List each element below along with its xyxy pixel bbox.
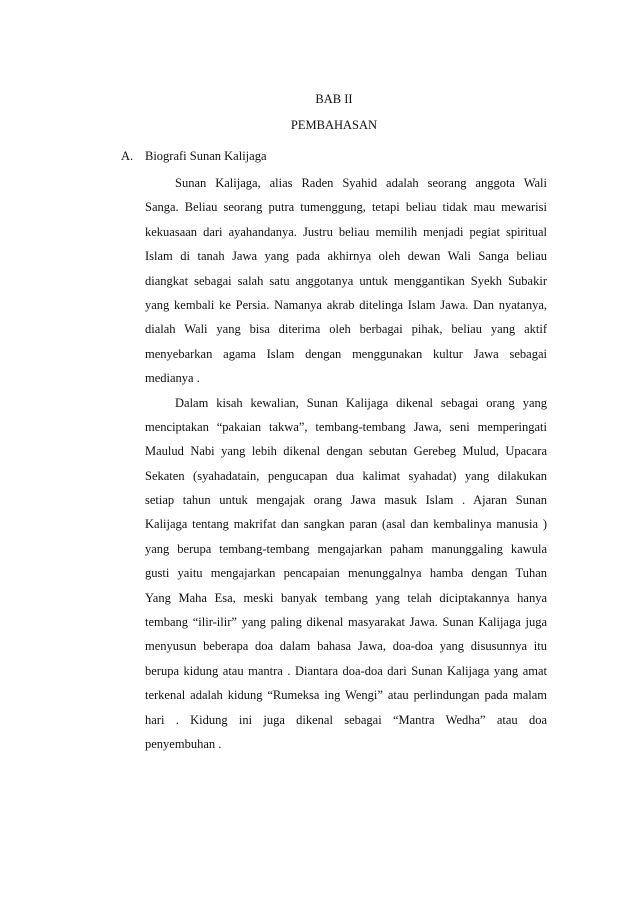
paragraph-line: kekuasaan dari ayahandanya. Justru beliau memilih menjadi pegiat spiritual <box>145 224 547 239</box>
paragraph-line: Sanga. Beliau seorang putra tumenggung, tetapi beliau tidak mau mewarisi <box>145 200 547 215</box>
paragraph-line: diangkat sebagai salah satu anggotanya untuk menggantikan Syekh Subakir <box>145 273 547 288</box>
paragraph-line: medianya . <box>145 371 200 386</box>
paragraph-line: dialah Wali yang bisa diterima oleh berbagai pihak, beliau yang aktif <box>145 322 547 337</box>
section-letter: A. <box>121 149 134 163</box>
paragraph-line: menyebarkan agama Islam dengan menggunakan kultur Jawa sebagai <box>145 346 547 361</box>
chapter-title: PEMBAHASAN <box>290 118 378 132</box>
paragraph-line: penyembuhan . <box>145 736 222 751</box>
paragraph-line: setiap tahun untuk mengajak orang Jawa masuk Islam . Ajaran Sunan <box>145 493 547 508</box>
paragraph-line: Yang Maha Esa, meski banyak tembang yang telah diciptakannya hanya <box>145 590 547 605</box>
paragraph-line: Dalam kisah kewalian, Sunan Kalijaga dikenal sebagai orang yang <box>175 395 547 410</box>
paragraph-line: menciptakan “pakaian takwa”, tembang-tembang Jawa, seni memperingati <box>145 419 547 434</box>
paragraph-line: berupa kidung atau mantra . Diantara doa-doa dari Sunan Kalijaga yang amat <box>145 663 547 678</box>
chapter-number: BAB II <box>315 92 353 106</box>
paragraph-line: yang berupa tembang-tembang mengajarkan paham manunggaling kawula <box>145 541 547 556</box>
paragraph-line: Sekaten (syahadatain, pengucapan dua kalimat syahadat) yang dilakukan <box>145 468 547 483</box>
paragraph <box>145 171 547 391</box>
paragraph-line: Sunan Kalijaga, alias Raden Syahid adalah seorang anggota Wali <box>175 176 547 190</box>
paragraph-line: Islam di tanah Jawa yang pada akhirnya oleh dewan Wali Sanga beliau <box>145 249 547 264</box>
paragraph-line: Kalijaga tentang makrifat dan sangkan paran (asal dan kembalinya manusia ) <box>145 517 547 532</box>
paragraph-line: menyusun beberapa doa dalam bahasa Jawa, doa-doa yang disusunnya itu <box>145 639 547 654</box>
paragraph-line: tembang “ilir-ilir” yang paling dikenal masyarakat Jawa. Sunan Kalijaga juga <box>145 615 547 630</box>
paragraph-line: Maulud Nabi yang lebih dikenal dengan sebutan Gerebeg Mulud, Upacara <box>145 444 547 459</box>
paragraph <box>145 391 547 757</box>
document-body <box>145 171 547 756</box>
paragraph-line: gusti yaitu mengajarkan pencapaian menunggalnya hamba dengan Tuhan <box>145 566 547 581</box>
section-title: Biografi Sunan Kalijaga <box>145 149 267 163</box>
section-heading <box>121 149 267 164</box>
paragraph-line: hari . Kidung ini juga dikenal sebagai “Mantra Wedha” atau doa <box>145 712 547 727</box>
paragraph-line: yang kembali ke Persia. Namanya akrab ditelinga Islam Jawa. Dan nyatanya, <box>145 297 547 312</box>
paragraph-line: terkenal adalah kidung “Rumeksa ing Wengi” atau perlindungan pada malam <box>145 688 547 703</box>
